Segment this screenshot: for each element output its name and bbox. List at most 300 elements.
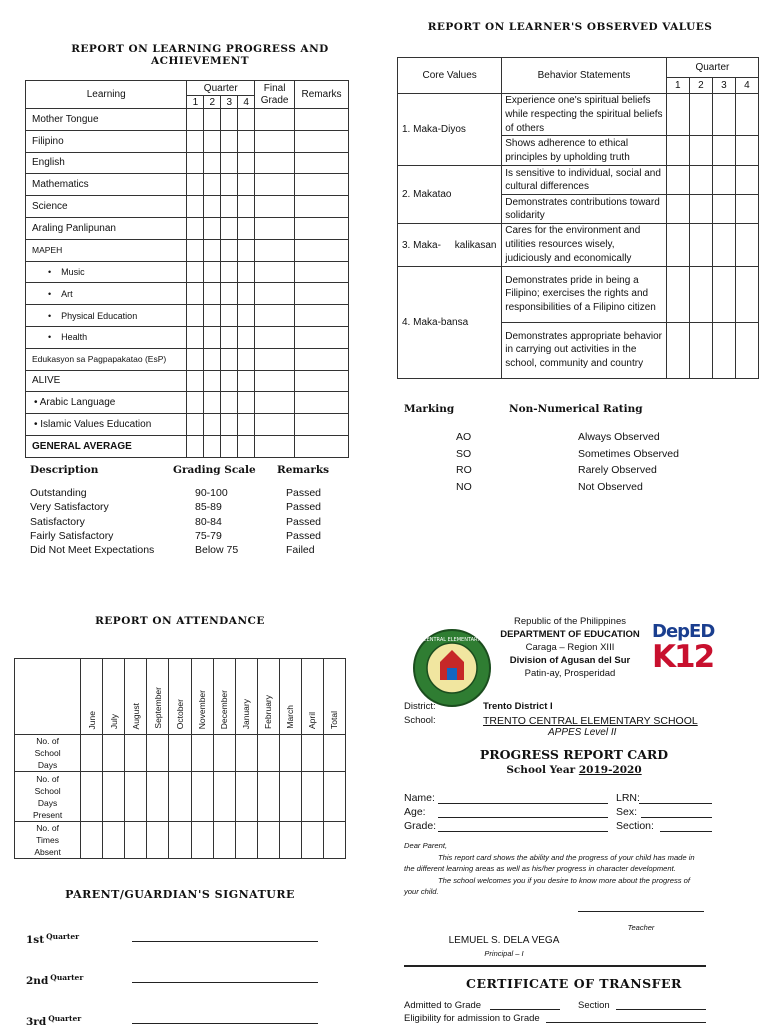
grade-cell[interactable] bbox=[187, 435, 204, 457]
grading-remark: Passed bbox=[286, 487, 322, 499]
attendance-table bbox=[14, 658, 346, 859]
grade-cell[interactable] bbox=[221, 435, 238, 457]
col-final-grade: Final Grade bbox=[255, 81, 295, 109]
final-grade-cell[interactable] bbox=[255, 196, 295, 218]
teacher-label: Teacher bbox=[627, 923, 655, 932]
grade-cell[interactable] bbox=[238, 414, 255, 436]
grade-cell[interactable] bbox=[204, 261, 221, 283]
final-grade-cell[interactable] bbox=[255, 239, 295, 261]
grade-cell[interactable] bbox=[221, 130, 238, 152]
grade-cell[interactable] bbox=[238, 217, 255, 239]
transfer-title: CERTIFICATE OF TRANSFER bbox=[466, 976, 682, 991]
marking-meaning: Always Observed bbox=[578, 431, 660, 443]
grade-cell[interactable] bbox=[221, 217, 238, 239]
admitted-field[interactable] bbox=[490, 999, 560, 1010]
district-label: District: bbox=[404, 701, 436, 712]
final-grade-cell[interactable] bbox=[255, 217, 295, 239]
remarks-cell[interactable] bbox=[295, 217, 349, 239]
rating-cell[interactable] bbox=[689, 166, 712, 195]
month-label: June bbox=[86, 710, 97, 729]
grade-cell[interactable] bbox=[238, 152, 255, 174]
grade-cell[interactable] bbox=[221, 392, 238, 414]
attendance-row-label: No. of School Days bbox=[15, 735, 81, 772]
attendance-title: REPORT ON ATTENDANCE bbox=[95, 615, 265, 627]
lrn-field[interactable] bbox=[639, 791, 712, 804]
rating-cell[interactable] bbox=[689, 136, 712, 166]
learning-row bbox=[26, 305, 349, 327]
learning-row bbox=[26, 370, 349, 392]
attendance-cell[interactable] bbox=[81, 822, 103, 859]
final-grade-cell[interactable] bbox=[255, 109, 295, 131]
attendance-cell[interactable] bbox=[235, 822, 257, 859]
attendance-cell[interactable] bbox=[147, 735, 169, 772]
attendance-cell[interactable] bbox=[213, 822, 235, 859]
attendance-cell[interactable] bbox=[125, 735, 147, 772]
attendance-cell[interactable] bbox=[213, 772, 235, 822]
values-row bbox=[398, 224, 759, 266]
final-grade-cell[interactable] bbox=[255, 152, 295, 174]
final-grade-cell[interactable] bbox=[255, 326, 295, 348]
rating-cell[interactable] bbox=[689, 195, 712, 224]
final-grade-cell[interactable] bbox=[255, 305, 295, 327]
col-values-quarter: Quarter bbox=[666, 58, 758, 78]
learning-table bbox=[25, 80, 349, 458]
header-division: Division of Agusan del Sur bbox=[509, 655, 631, 666]
transfer-fields bbox=[404, 999, 724, 1025]
age-label: Age: bbox=[404, 806, 426, 818]
grade-cell[interactable] bbox=[204, 217, 221, 239]
month-label: July bbox=[108, 713, 119, 729]
month-label: December bbox=[219, 689, 230, 729]
attendance-cell[interactable] bbox=[279, 822, 301, 859]
grading-remark: Passed bbox=[286, 515, 322, 528]
parent-letter bbox=[404, 840, 706, 898]
final-grade-cell[interactable] bbox=[255, 370, 295, 392]
remarks-cell[interactable] bbox=[295, 392, 349, 414]
grade-cell[interactable] bbox=[221, 414, 238, 436]
learning-area: ALIVE bbox=[26, 370, 187, 392]
letter-paragraph-2: The school welcomes you if you desire to know more about the progress of your child. bbox=[404, 875, 690, 896]
remarks-cell[interactable] bbox=[295, 239, 349, 261]
school-year: School Year 2019-2020 bbox=[506, 764, 642, 776]
age-field[interactable] bbox=[438, 805, 608, 818]
learning-row bbox=[26, 261, 349, 283]
behavior-statement: Experience one's spiritual beliefs while respecting the spiritual beliefs of others bbox=[502, 94, 667, 136]
quarter-word: Quarter bbox=[50, 973, 84, 982]
month-header bbox=[301, 659, 323, 735]
rating-cell[interactable] bbox=[689, 322, 712, 378]
grade-cell[interactable] bbox=[187, 130, 204, 152]
month-label: November bbox=[197, 689, 208, 729]
rating-cell[interactable] bbox=[735, 94, 758, 136]
signature-row bbox=[26, 973, 326, 989]
school-info-values bbox=[483, 700, 698, 728]
grading-description: Did Not Meet Expectations bbox=[30, 544, 155, 557]
grade-cell[interactable] bbox=[187, 217, 204, 239]
attendance-cell[interactable] bbox=[81, 772, 103, 822]
marking-meaning: Sometimes Observed bbox=[578, 447, 679, 460]
attendance-cell[interactable] bbox=[169, 822, 191, 859]
grading-description: Very Satisfactory bbox=[30, 501, 109, 514]
grade-cell[interactable] bbox=[221, 305, 238, 327]
grade-cell[interactable] bbox=[187, 348, 204, 370]
month-header bbox=[125, 659, 147, 735]
grade-cell[interactable] bbox=[221, 239, 238, 261]
rating-cell[interactable] bbox=[666, 266, 689, 322]
quarter-word: Quarter bbox=[46, 932, 80, 941]
remarks-cell[interactable] bbox=[295, 130, 349, 152]
grade-cell[interactable] bbox=[187, 239, 204, 261]
learning-area: Mathematics bbox=[26, 174, 187, 196]
remarks-cell[interactable] bbox=[295, 109, 349, 131]
month-header bbox=[103, 659, 125, 735]
core-value: 2. Makatao bbox=[398, 166, 502, 224]
remarks-cell[interactable] bbox=[295, 196, 349, 218]
grade-cell[interactable] bbox=[187, 305, 204, 327]
final-grade-cell[interactable] bbox=[255, 414, 295, 436]
quarter-number: 1st bbox=[26, 934, 45, 946]
transfer-section-field[interactable] bbox=[616, 999, 706, 1010]
deped-logo-text: DepED bbox=[652, 621, 715, 642]
attendance-cell[interactable] bbox=[191, 822, 213, 859]
rating-cell[interactable] bbox=[689, 94, 712, 136]
grading-remark: Failed bbox=[286, 544, 315, 557]
grade-cell[interactable] bbox=[238, 196, 255, 218]
rating-cell[interactable] bbox=[689, 266, 712, 322]
grading-scale: 80-84 bbox=[195, 515, 222, 528]
letter-paragraph-1: This report card shows the ability and the progress of your child has made in the different learning areas as well as his/her progress in character development. bbox=[404, 852, 695, 873]
col-behavior: Behavior Statements bbox=[502, 58, 667, 94]
grading-description: Satisfactory bbox=[30, 515, 85, 528]
attendance-cell[interactable] bbox=[125, 822, 147, 859]
grade-cell[interactable] bbox=[238, 392, 255, 414]
remarks-cell[interactable] bbox=[295, 435, 349, 457]
learning-area: Mother Tongue bbox=[26, 109, 187, 131]
learning-row bbox=[26, 435, 349, 457]
attendance-cell[interactable] bbox=[301, 735, 323, 772]
values-title: REPORT ON LEARNER'S OBSERVED VALUES bbox=[427, 21, 713, 33]
eligibility-field[interactable] bbox=[546, 1012, 706, 1023]
attendance-cell[interactable] bbox=[323, 822, 345, 859]
attendance-cell[interactable] bbox=[191, 772, 213, 822]
learning-row bbox=[26, 130, 349, 152]
grade-cell[interactable] bbox=[204, 152, 221, 174]
month-header bbox=[279, 659, 301, 735]
rating-cell[interactable] bbox=[712, 166, 735, 195]
attendance-cell[interactable] bbox=[169, 772, 191, 822]
grade-field[interactable] bbox=[438, 819, 608, 832]
rating-cell[interactable] bbox=[666, 166, 689, 195]
grade-cell[interactable] bbox=[238, 326, 255, 348]
attendance-rows bbox=[15, 735, 346, 859]
attendance-cell[interactable] bbox=[279, 772, 301, 822]
quarter-number: 2nd bbox=[26, 975, 49, 987]
learning-title: REPORT ON LEARNING PROGRESS AND ACHIEVEMENT bbox=[71, 43, 329, 67]
grade-cell[interactable] bbox=[187, 283, 204, 305]
grade-cell[interactable] bbox=[204, 196, 221, 218]
grade-cell[interactable] bbox=[221, 109, 238, 131]
rating-cell[interactable] bbox=[712, 195, 735, 224]
quarter-1: 1 bbox=[187, 96, 204, 109]
grade-cell[interactable] bbox=[204, 174, 221, 196]
values-row bbox=[398, 266, 759, 322]
learning-area: • Art bbox=[26, 283, 187, 305]
grade-cell[interactable] bbox=[238, 109, 255, 131]
final-grade-cell[interactable] bbox=[255, 130, 295, 152]
signature-title: PARENT/GUARDIAN'S SIGNATURE bbox=[65, 888, 295, 901]
attendance-cell[interactable] bbox=[103, 822, 125, 859]
behavior-statement: Demonstrates appropriate behavior in carrying out activities in the school, community and country bbox=[502, 322, 667, 378]
attendance-cell[interactable] bbox=[147, 822, 169, 859]
learning-row bbox=[26, 196, 349, 218]
rating-cell[interactable] bbox=[735, 224, 758, 266]
month-header bbox=[81, 659, 103, 735]
grade-cell[interactable] bbox=[204, 283, 221, 305]
grade-cell[interactable] bbox=[238, 435, 255, 457]
marking-code: SO bbox=[456, 447, 472, 460]
core-value: 4. Maka-bansa bbox=[398, 266, 502, 378]
final-grade-cell[interactable] bbox=[255, 392, 295, 414]
remarks-cell[interactable] bbox=[295, 283, 349, 305]
rating-cell[interactable] bbox=[712, 322, 735, 378]
values-quarter-3: 3 bbox=[712, 78, 735, 94]
values-row bbox=[398, 166, 759, 195]
rating-cell[interactable] bbox=[735, 322, 758, 378]
rating-cell[interactable] bbox=[735, 266, 758, 322]
rating-cell[interactable] bbox=[689, 224, 712, 266]
learning-area: • Physical Education bbox=[26, 305, 187, 327]
rating-cell[interactable] bbox=[712, 266, 735, 322]
remarks-cell[interactable] bbox=[295, 326, 349, 348]
rating-cell[interactable] bbox=[666, 136, 689, 166]
grade-cell[interactable] bbox=[187, 370, 204, 392]
grade-cell[interactable] bbox=[238, 239, 255, 261]
marking-h-code: Marking bbox=[404, 403, 455, 415]
month-header bbox=[169, 659, 191, 735]
grade-cell[interactable] bbox=[221, 326, 238, 348]
rating-cell[interactable] bbox=[666, 322, 689, 378]
grade-cell[interactable] bbox=[204, 370, 221, 392]
grade-cell[interactable] bbox=[238, 348, 255, 370]
grading-scale: 90-100 bbox=[195, 487, 228, 499]
final-grade-cell[interactable] bbox=[255, 283, 295, 305]
admitted-label: Admitted to Grade bbox=[404, 1000, 482, 1011]
grade-cell[interactable] bbox=[221, 283, 238, 305]
values-quarter-4: 4 bbox=[735, 78, 758, 94]
quarter-4: 4 bbox=[238, 96, 255, 109]
grading-description: Fairly Satisfactory bbox=[30, 529, 114, 542]
signature-line[interactable] bbox=[132, 932, 318, 942]
attendance-cell[interactable] bbox=[323, 735, 345, 772]
month-header bbox=[191, 659, 213, 735]
rating-cell[interactable] bbox=[712, 136, 735, 166]
rating-cell[interactable] bbox=[666, 94, 689, 136]
sex-label: Sex: bbox=[616, 806, 638, 818]
rating-cell[interactable] bbox=[712, 224, 735, 266]
grading-description: Outstanding bbox=[30, 487, 87, 499]
learning-area: Science bbox=[26, 196, 187, 218]
final-grade-cell[interactable] bbox=[255, 435, 295, 457]
grade-cell[interactable] bbox=[238, 174, 255, 196]
final-grade-cell[interactable] bbox=[255, 174, 295, 196]
month-header bbox=[323, 659, 345, 735]
signature-row bbox=[26, 1014, 326, 1030]
signature-row bbox=[26, 932, 326, 948]
attendance-cell[interactable] bbox=[147, 772, 169, 822]
learning-row bbox=[26, 283, 349, 305]
signature-line[interactable] bbox=[132, 1014, 318, 1024]
attendance-cell[interactable] bbox=[191, 735, 213, 772]
values-rows bbox=[398, 94, 759, 379]
month-label: April bbox=[307, 711, 318, 729]
final-grade-cell[interactable] bbox=[255, 348, 295, 370]
behavior-statement: Cares for the environment and utilities resources wisely, judiciously and economically bbox=[502, 224, 667, 266]
month-header bbox=[147, 659, 169, 735]
grade-cell[interactable] bbox=[238, 261, 255, 283]
marking-row bbox=[456, 429, 746, 446]
final-grade-cell[interactable] bbox=[255, 261, 295, 283]
rating-cell[interactable] bbox=[712, 94, 735, 136]
grading-remark: Passed bbox=[286, 529, 322, 542]
school-value: TRENTO CENTRAL ELEMENTARY SCHOOL bbox=[483, 715, 698, 727]
card-title: PROGRESS REPORT CARD bbox=[479, 747, 669, 762]
learning-row bbox=[26, 174, 349, 196]
core-value: 1. Maka-Diyos bbox=[398, 94, 502, 166]
grade-cell[interactable] bbox=[187, 174, 204, 196]
marking-rows bbox=[456, 429, 746, 495]
grading-row bbox=[30, 500, 340, 514]
divider bbox=[404, 965, 706, 967]
section-field[interactable] bbox=[660, 819, 712, 832]
grade-cell[interactable] bbox=[204, 348, 221, 370]
grade-cell[interactable] bbox=[221, 174, 238, 196]
grade-cell[interactable] bbox=[204, 326, 221, 348]
attendance-cell[interactable] bbox=[213, 735, 235, 772]
attendance-cell[interactable] bbox=[103, 772, 125, 822]
attendance-cell[interactable] bbox=[279, 735, 301, 772]
learning-row bbox=[26, 348, 349, 370]
rating-cell[interactable] bbox=[666, 195, 689, 224]
sex-field[interactable] bbox=[641, 805, 712, 818]
remarks-cell[interactable] bbox=[295, 348, 349, 370]
school-label: School: bbox=[404, 715, 436, 726]
grade-cell[interactable] bbox=[221, 348, 238, 370]
attendance-cell[interactable] bbox=[301, 772, 323, 822]
grade-cell[interactable] bbox=[187, 109, 204, 131]
remarks-cell[interactable] bbox=[295, 305, 349, 327]
grade-cell[interactable] bbox=[204, 392, 221, 414]
attendance-cell[interactable] bbox=[125, 772, 147, 822]
grade-cell[interactable] bbox=[204, 435, 221, 457]
grading-h-description: Description bbox=[30, 464, 99, 476]
marking-meaning: Not Observed bbox=[578, 480, 643, 493]
name-field[interactable] bbox=[438, 791, 608, 804]
learning-area: • Health bbox=[26, 326, 187, 348]
principal-name: LEMUEL S. DELA VEGA bbox=[448, 935, 560, 946]
grade-cell[interactable] bbox=[204, 130, 221, 152]
grade-cell[interactable] bbox=[187, 392, 204, 414]
grade-cell[interactable] bbox=[221, 261, 238, 283]
quarter-word: Quarter bbox=[48, 1014, 82, 1023]
remarks-cell[interactable] bbox=[295, 414, 349, 436]
attendance-cell[interactable] bbox=[81, 735, 103, 772]
grade-cell[interactable] bbox=[238, 283, 255, 305]
grade-cell[interactable] bbox=[221, 152, 238, 174]
month-label: January bbox=[241, 698, 252, 729]
school-info bbox=[404, 700, 436, 728]
grade-cell[interactable] bbox=[204, 109, 221, 131]
grade-cell[interactable] bbox=[204, 414, 221, 436]
values-row bbox=[398, 94, 759, 136]
month-header bbox=[235, 659, 257, 735]
grade-cell[interactable] bbox=[238, 305, 255, 327]
learning-row bbox=[26, 152, 349, 174]
rating-cell[interactable] bbox=[666, 224, 689, 266]
learning-row bbox=[26, 392, 349, 414]
signature-line[interactable] bbox=[132, 973, 318, 983]
attendance-row-label: No. of School Days Present bbox=[15, 772, 81, 822]
marking-code: NO bbox=[456, 480, 472, 493]
attendance-row bbox=[15, 772, 346, 822]
attendance-cell[interactable] bbox=[235, 735, 257, 772]
grade-cell[interactable] bbox=[187, 414, 204, 436]
rating-cell[interactable] bbox=[735, 166, 758, 195]
learning-area: Araling Panlipunan bbox=[26, 217, 187, 239]
grade-cell[interactable] bbox=[221, 370, 238, 392]
grade-cell[interactable] bbox=[187, 152, 204, 174]
header-location: Patin-ay, Prosperidad bbox=[524, 668, 616, 679]
attendance-cell[interactable] bbox=[235, 772, 257, 822]
learning-rows bbox=[26, 109, 349, 458]
remarks-cell[interactable] bbox=[295, 152, 349, 174]
attendance-cell[interactable] bbox=[103, 735, 125, 772]
marking-meaning: Rarely Observed bbox=[578, 464, 657, 476]
grade-cell[interactable] bbox=[187, 326, 204, 348]
k12-logo-text: K12 bbox=[652, 639, 714, 675]
grade-cell[interactable] bbox=[187, 261, 204, 283]
learning-area: English bbox=[26, 152, 187, 174]
learning-row bbox=[26, 414, 349, 436]
month-label: March bbox=[285, 705, 296, 729]
grade-cell[interactable] bbox=[238, 370, 255, 392]
attendance-cell[interactable] bbox=[257, 735, 279, 772]
attendance-cell[interactable] bbox=[257, 772, 279, 822]
remarks-cell[interactable] bbox=[295, 370, 349, 392]
grade-cell[interactable] bbox=[204, 239, 221, 261]
grade-cell[interactable] bbox=[187, 196, 204, 218]
attendance-cell[interactable] bbox=[323, 772, 345, 822]
attendance-cell[interactable] bbox=[257, 822, 279, 859]
month-label: October bbox=[174, 698, 185, 729]
attendance-cell[interactable] bbox=[169, 735, 191, 772]
attendance-row-label: No. of Times Absent bbox=[15, 822, 81, 859]
rating-cell[interactable] bbox=[735, 195, 758, 224]
grade-label: Grade: bbox=[404, 820, 437, 832]
remarks-cell[interactable] bbox=[295, 261, 349, 283]
grading-scale: Below 75 bbox=[195, 544, 239, 557]
month-label: August bbox=[130, 702, 141, 729]
learning-area: Filipino bbox=[26, 130, 187, 152]
remarks-cell[interactable] bbox=[295, 174, 349, 196]
quarter-number: 3rd bbox=[26, 1016, 47, 1028]
rating-cell[interactable] bbox=[735, 136, 758, 166]
values-table bbox=[397, 57, 759, 379]
grade-cell[interactable] bbox=[221, 196, 238, 218]
grade-cell[interactable] bbox=[238, 130, 255, 152]
values-quarter-2: 2 bbox=[689, 78, 712, 94]
grade-cell[interactable] bbox=[204, 305, 221, 327]
attendance-cell[interactable] bbox=[301, 822, 323, 859]
